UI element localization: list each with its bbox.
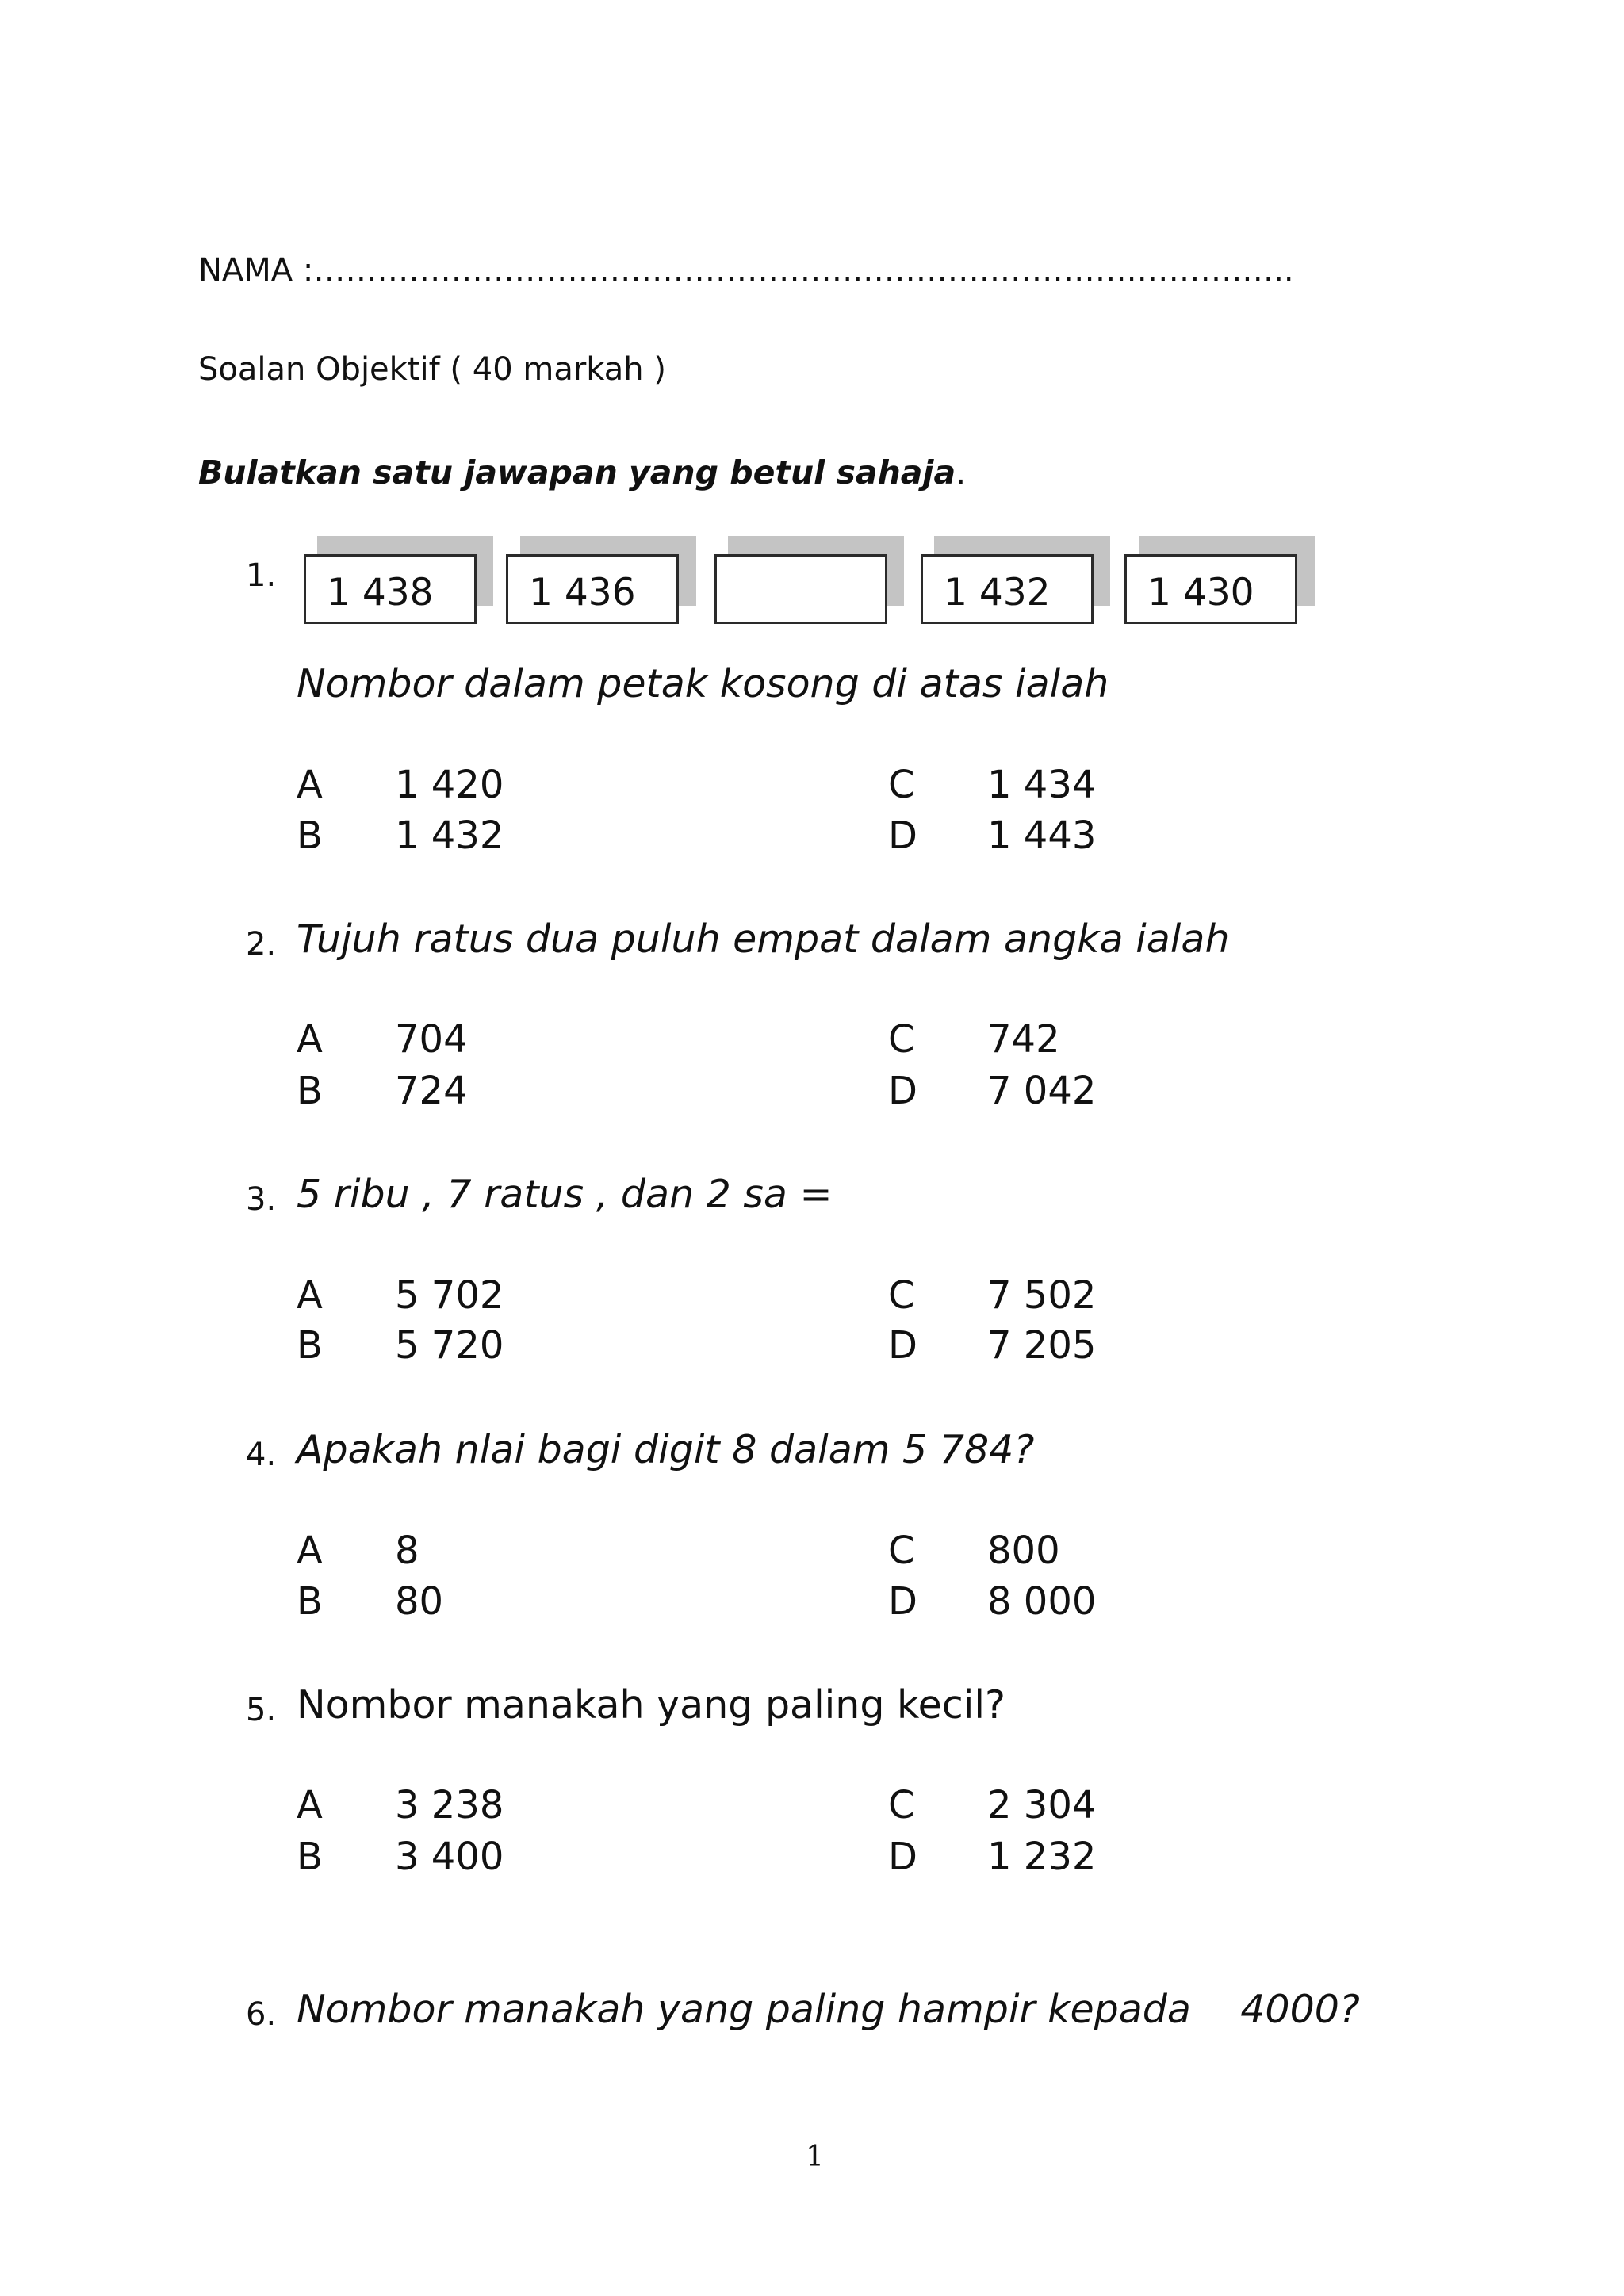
question-text: Nombor manakah yang paling kecil?	[297, 1682, 1005, 1728]
question-text: Nombor dalam petak kosong di atas ialah	[297, 661, 1109, 706]
option-letter: A	[297, 1273, 323, 1318]
option-value: 1 443	[987, 813, 1097, 858]
option-letter: D	[888, 1323, 917, 1368]
question-number: 4.	[246, 1437, 277, 1473]
option-letter: B	[297, 1579, 323, 1624]
question-text: Tujuh ratus dua puluh empat dalam angka ialah	[297, 916, 1230, 962]
name-line: NAMA :…………………………………………….………….………….……….…..	[198, 252, 1294, 289]
instruction-period: .	[956, 453, 967, 492]
option-value: 1 232	[987, 1835, 1097, 1879]
instruction-text: Bulatkan satu jawapan yang betul sahaja	[198, 453, 956, 492]
option-letter: B	[297, 1323, 323, 1368]
option-value: 1 434	[987, 763, 1097, 807]
question-number: 5.	[246, 1692, 277, 1728]
option-value: 7 502	[987, 1273, 1097, 1318]
option-value: 5 720	[395, 1323, 504, 1368]
option-value: 8	[395, 1529, 419, 1573]
option-value: 1 420	[395, 763, 504, 807]
question-number: 3.	[246, 1181, 277, 1218]
option-value: 800	[987, 1529, 1060, 1573]
option-letter: B	[297, 1069, 323, 1113]
question-text: Apakah nlai bagi digit 8 dalam 5 784?	[297, 1427, 1035, 1472]
option-letter: D	[888, 1069, 917, 1113]
option-value: 3 400	[395, 1835, 504, 1879]
sequence-box: 1 438	[304, 554, 477, 624]
option-letter: A	[297, 1017, 323, 1062]
instruction	[198, 453, 966, 492]
option-letter: D	[888, 1835, 917, 1879]
option-value: 3 238	[395, 1783, 504, 1827]
option-letter: A	[297, 1529, 323, 1573]
option-letter: A	[297, 1783, 323, 1827]
option-value: 80	[395, 1579, 444, 1624]
sequence-box: 1 430	[1124, 554, 1297, 624]
option-letter: B	[297, 813, 323, 858]
sequence-box: 1 432	[921, 554, 1094, 624]
option-value: 8 000	[987, 1579, 1097, 1624]
question-text: Nombor manakah yang paling hampir kepada 4000?	[297, 1987, 1360, 2032]
option-letter: C	[888, 1529, 915, 1573]
option-value: 5 702	[395, 1273, 504, 1318]
option-value: 742	[987, 1017, 1060, 1062]
option-value: 1 432	[395, 813, 504, 858]
option-letter: C	[888, 1017, 915, 1062]
option-letter: C	[888, 1783, 915, 1827]
option-letter: D	[888, 1579, 917, 1624]
section-title: Soalan Objektif ( 40 markah )	[198, 351, 666, 388]
option-value: 7 042	[987, 1069, 1097, 1113]
option-letter: A	[297, 763, 323, 807]
option-value: 724	[395, 1069, 468, 1113]
question-text: 5 ribu , 7 ratus , dan 2 sa =	[297, 1172, 833, 1217]
sequence-box: 1 436	[506, 554, 679, 624]
option-letter: B	[297, 1835, 323, 1879]
option-letter: D	[888, 813, 917, 858]
question-number: 2.	[246, 926, 277, 962]
option-value: 704	[395, 1017, 468, 1062]
option-value: 7 205	[987, 1323, 1097, 1368]
option-letter: C	[888, 763, 915, 807]
page-number: 1	[806, 2141, 824, 2173]
question-number: 6.	[246, 1996, 277, 2033]
option-letter: C	[888, 1273, 915, 1318]
sequence-box-empty	[714, 554, 887, 624]
option-value: 2 304	[987, 1783, 1097, 1827]
question-number: 1.	[246, 557, 277, 594]
